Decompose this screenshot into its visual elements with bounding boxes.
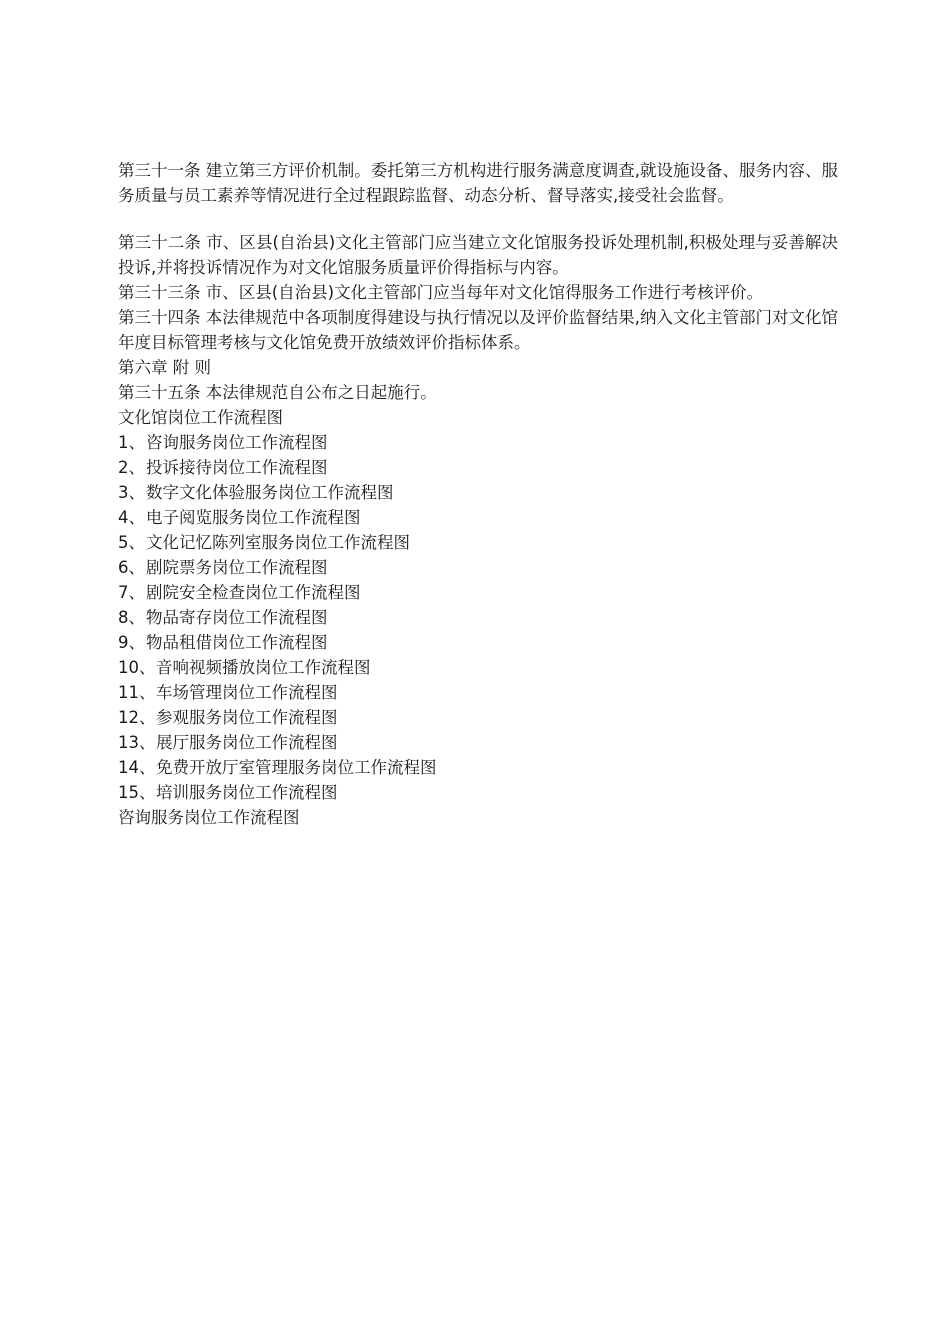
article-31: 第三十一条 建立第三方评价机制。委托第三方机构进行服务满意度调查,就设施设备、服务内容、服务质量与员工素养等情况进行全过程跟踪监督、动态分析、督导落实,接受社会监督。 (118, 161, 838, 205)
list-item (118, 530, 838, 555)
list-item-text: 剧院安全检查岗位工作流程图 (146, 583, 361, 602)
list-item-number: 1、 (118, 433, 145, 452)
chapter-6-heading: 第六章 附 则 (118, 358, 211, 377)
list-item-number: 8、 (118, 608, 145, 627)
list-item-text: 咨询服务岗位工作流程图 (146, 433, 328, 452)
list-item (118, 655, 838, 680)
list-item-text: 物品寄存岗位工作流程图 (146, 608, 328, 627)
list-item-number: 4、 (118, 508, 145, 527)
list-item-number: 7、 (118, 583, 145, 602)
article-32: 第三十二条 市、区县(自治县)文化主管部门应当建立文化馆服务投诉处理机制,积极处理与妥善解决投诉,并将投诉情况作为对文化馆服务质量评价得指标与内容。 (118, 233, 838, 277)
list-item-number: 9、 (118, 633, 145, 652)
list-item (118, 605, 838, 630)
article-34: 第三十四条 本法律规范中各项制度得建设与执行情况以及评价监督结果,纳入文化主管部门对文化馆年度目标管理考核与文化馆免费开放绩效评价指标体系。 (118, 308, 838, 352)
article-35: 第三十五条 本法律规范自公布之日起施行。 (118, 383, 437, 402)
list-item (118, 730, 838, 755)
list-item-text: 数字文化体验服务岗位工作流程图 (146, 483, 394, 502)
list-item (118, 630, 838, 655)
list-item-text: 免费开放厅室管理服务岗位工作流程图 (156, 758, 437, 777)
list-item-number: 3、 (118, 483, 145, 502)
list-item-number: 6、 (118, 558, 145, 577)
list-item (118, 705, 838, 730)
article-33: 第三十三条 市、区县(自治县)文化主管部门应当每年对文化馆得服务工作进行考核评价。 (118, 283, 764, 302)
list-item-text: 剧院票务岗位工作流程图 (146, 558, 328, 577)
list-item-text: 展厅服务岗位工作流程图 (156, 733, 338, 752)
list-item (118, 680, 838, 705)
list-item (118, 580, 838, 605)
list-item-text: 文化记忆陈列室服务岗位工作流程图 (146, 533, 410, 552)
list-item (118, 480, 838, 505)
list-item-text: 音响视频播放岗位工作流程图 (156, 658, 371, 677)
list-item (118, 780, 838, 805)
list-title: 文化馆岗位工作流程图 (118, 408, 283, 427)
flowchart-list (118, 430, 838, 805)
list-item-number: 12、 (118, 708, 156, 727)
list-item-text: 投诉接待岗位工作流程图 (146, 458, 328, 477)
paragraph-gap (118, 208, 838, 230)
list-item-number: 13、 (118, 733, 156, 752)
list-item-number: 5、 (118, 533, 145, 552)
list-item (118, 455, 838, 480)
list-item-number: 2、 (118, 458, 145, 477)
list-item-text: 车场管理岗位工作流程图 (156, 683, 338, 702)
list-item-number: 11、 (118, 683, 156, 702)
list-item-text: 参观服务岗位工作流程图 (156, 708, 338, 727)
list-item-text: 物品租借岗位工作流程图 (146, 633, 328, 652)
list-item-number: 15、 (118, 783, 156, 802)
list-item-number: 10、 (118, 658, 156, 677)
list-item (118, 555, 838, 580)
list-item-text: 培训服务岗位工作流程图 (156, 783, 338, 802)
list-item-text: 电子阅览服务岗位工作流程图 (146, 508, 361, 527)
list-item (118, 430, 838, 455)
list-item (118, 755, 838, 780)
closing-title: 咨询服务岗位工作流程图 (118, 808, 300, 827)
list-item-number: 14、 (118, 758, 156, 777)
list-item (118, 505, 838, 530)
document-page (118, 158, 838, 830)
